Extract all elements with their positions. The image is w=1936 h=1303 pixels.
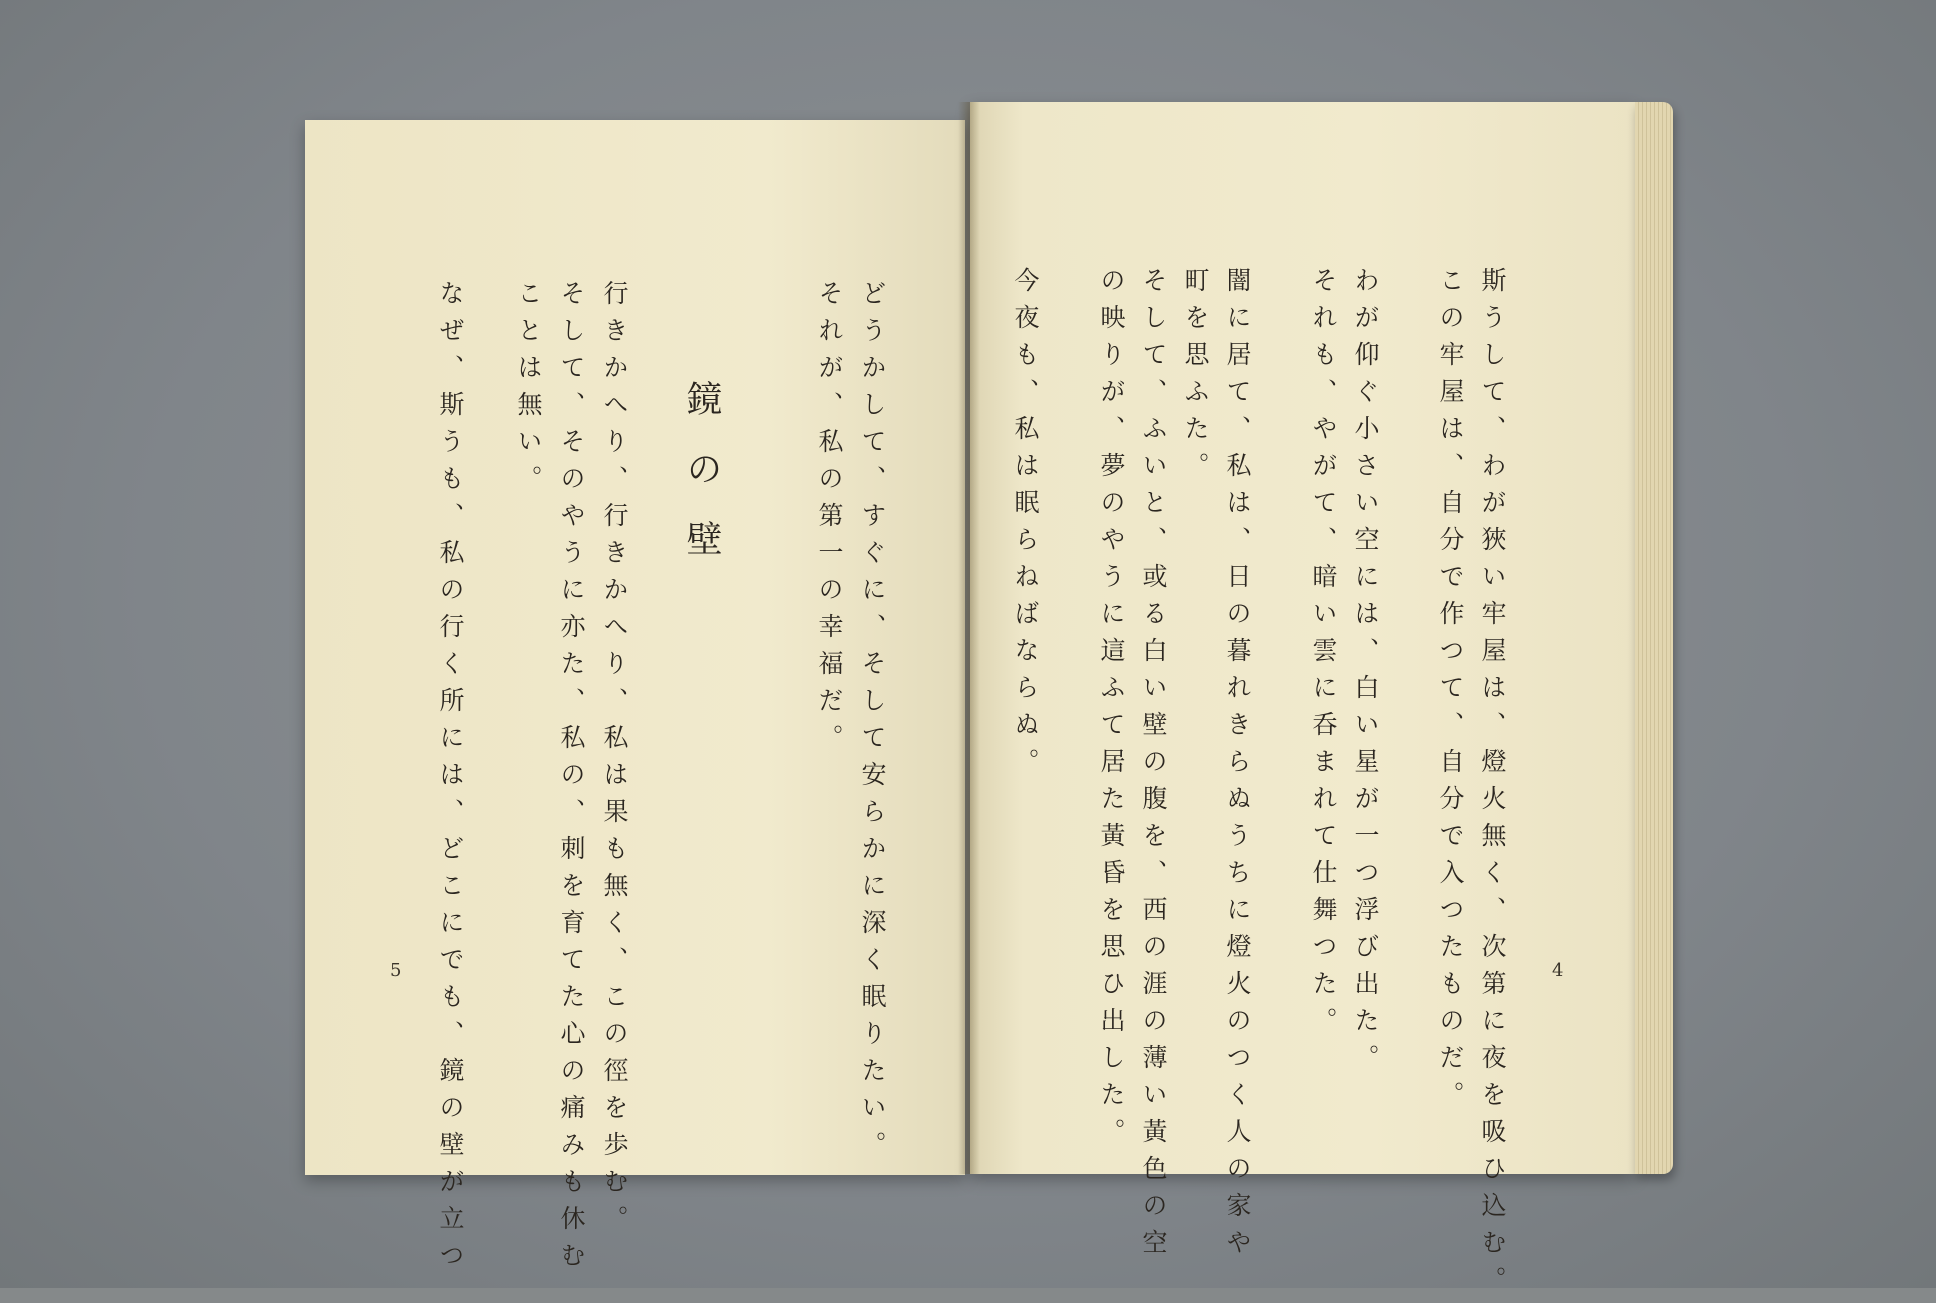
text-line: の映りが、夢のやうに這ふて居た黃昏を思ひ出した。 bbox=[1097, 267, 1126, 1155]
book-gutter bbox=[958, 102, 980, 1174]
text-line: この牢屋は、自分で作つて、自分で入つたものだ。 bbox=[1436, 267, 1465, 1118]
text-line: 行きかへり、行きかへり、私は果も無く、この徑を歩む。 bbox=[600, 280, 629, 1242]
text-line: それが、私の第一の幸福だ。 bbox=[815, 280, 844, 761]
text-line: ことは無い。 bbox=[514, 280, 543, 502]
right-page bbox=[970, 102, 1635, 1303]
text-line: そして、ふいと、或る白い壁の腹を、西の涯の薄い黃色の空 bbox=[1139, 267, 1168, 1266]
text-line: どうかして、すぐに、そして安らかに深く眠りたい。 bbox=[858, 280, 887, 1168]
text-line: わが仰ぐ小さい空には、白い星が一つ浮び出た。 bbox=[1351, 267, 1380, 1081]
left-page bbox=[305, 120, 965, 1279]
page-number: 4 bbox=[1552, 960, 1564, 981]
text-line: 斯うして、わが狹い牢屋は、燈火無く、次第に夜を吸ひ込む。 bbox=[1478, 267, 1507, 1303]
text-line: なぜ、斯うも、私の行く所には、どこにでも、鏡の壁が立つ bbox=[436, 280, 465, 1279]
page-stack-edges bbox=[1635, 102, 1673, 1174]
text-line: それも、やがて、暗い雲に呑まれて仕舞つた。 bbox=[1309, 267, 1338, 1044]
text-line: 闇に居て、私は、日の暮れきらぬうちに燈火のつく人の家や bbox=[1223, 267, 1252, 1266]
section-title: 鏡の壁 bbox=[681, 380, 722, 590]
text-line: 町を思ふた。 bbox=[1181, 267, 1210, 489]
page-number: 5 bbox=[390, 960, 402, 981]
text-line: 今夜も、私は眠らねばならぬ。 bbox=[1011, 267, 1040, 785]
text-line: そして、そのやうに亦た、私の、刺を育てた心の痛みも休む bbox=[557, 280, 586, 1279]
